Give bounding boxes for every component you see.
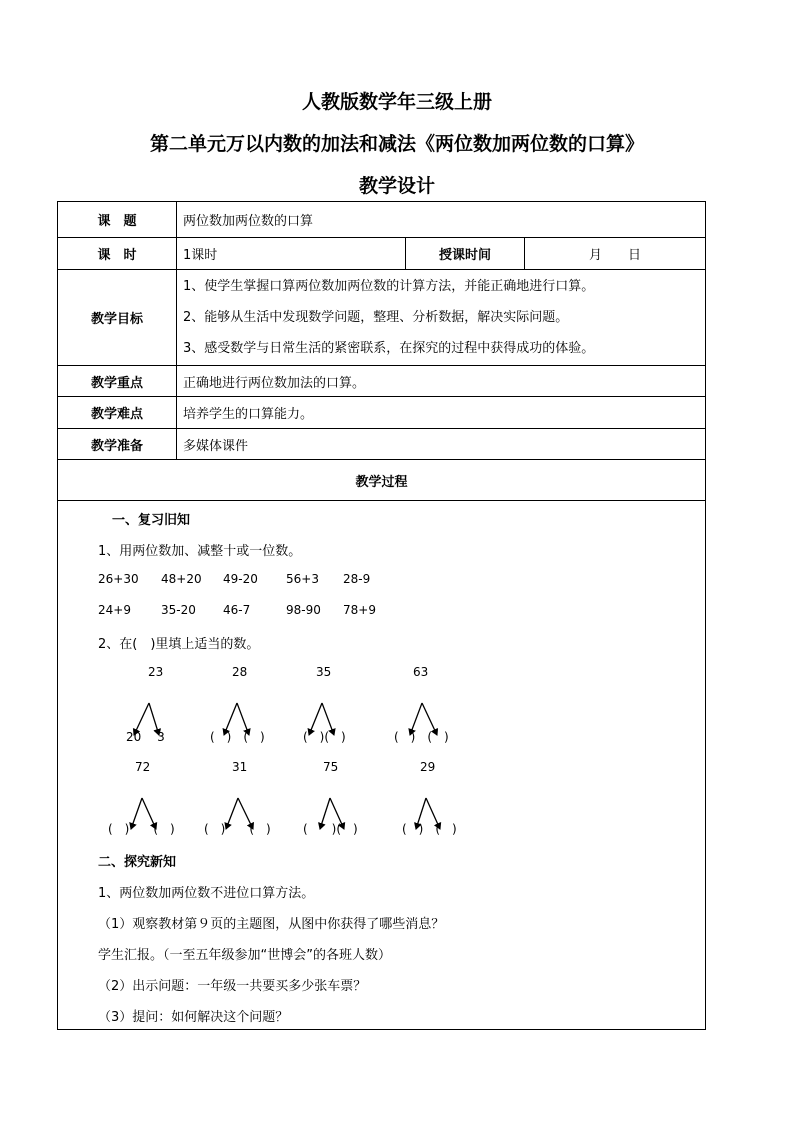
process-label: 教学过程	[58, 460, 706, 501]
process-body-cell	[58, 501, 706, 1030]
expression: 48+20	[161, 572, 202, 586]
tree-answer: ( ) ( )	[108, 822, 175, 836]
tree-number: 28	[232, 665, 248, 679]
task-one: 1、用两位数加、减整十或一位数。	[98, 544, 302, 559]
tree-number: 63	[413, 665, 429, 679]
section-explore: 二、探究新知	[98, 855, 177, 870]
topic-label: 课 题	[58, 202, 177, 238]
key-point-value: 正确地进行两位数加法的口算。	[177, 366, 706, 397]
expression: 28-9	[343, 572, 371, 586]
process-header-row	[58, 460, 706, 501]
expression: 24+9	[98, 603, 131, 617]
objective-item: 3、感受数学与日常生活的紧密联系，在探究的过程中获得成功的体验。	[183, 341, 595, 356]
objectives-row	[58, 270, 706, 366]
expression: 56+3	[286, 572, 319, 586]
objectives-list	[177, 270, 706, 366]
document-heading: 教学设计	[358, 175, 435, 197]
process-body-row	[58, 501, 706, 1030]
topic-row	[58, 202, 706, 238]
tree-answer: ( ) ( )	[402, 822, 457, 836]
tree-number: 75	[323, 760, 339, 774]
preparation-label: 教学准备	[58, 429, 177, 460]
tree-answer: ( ) ( )	[210, 730, 265, 744]
period-value: 1课时	[177, 238, 406, 270]
document-title: 人教版数学年三级上册	[301, 91, 492, 113]
period-label: 课 时	[58, 238, 177, 270]
difficulty-value: 培养学生的口算能力。	[177, 397, 706, 429]
expression: 98-90	[286, 603, 321, 617]
paragraph: （1）观察教材第９页的主题图，从图中你获得了哪些消息？	[98, 917, 445, 932]
preparation-row	[58, 429, 706, 460]
difficulty-row	[58, 397, 706, 429]
paragraph: 1、两位数加两位数不进位口算方法。	[98, 886, 315, 901]
tree-number: 23	[148, 665, 164, 679]
paragraph: （2）出示问题：一年级一共要买多少张车票？	[98, 979, 367, 994]
tree-answer: ( ) ( )	[204, 822, 271, 836]
topic-value: 两位数加两位数的口算	[177, 202, 706, 238]
objective-item: 2、能够从生活中发现数学问题，整理、分析数据，解决实际问题。	[183, 310, 569, 325]
objective-item: 1、使学生掌握口算两位数加两位数的计算方法，并能正确地进行口算。	[183, 279, 595, 294]
expression: 49-20	[223, 572, 258, 586]
tree-number: 31	[232, 760, 248, 774]
expression: 35-20	[161, 603, 196, 617]
expression: 78+9	[343, 603, 376, 617]
document-subtitle: 第二单元万以内数的加法和减法《两位数加两位数的口算》	[149, 133, 644, 155]
difficulty-label: 教学难点	[58, 397, 177, 429]
process-content	[64, 501, 710, 1029]
time-label: 授课时间	[406, 238, 525, 270]
expression: 26+30	[98, 572, 139, 586]
key-point-label: 教学重点	[58, 366, 177, 397]
paragraph: （3）提问：如何解决这个问题？	[98, 1010, 289, 1025]
key-point-row	[58, 366, 706, 397]
lesson-plan-table	[57, 201, 706, 1030]
tree-number: 35	[316, 665, 332, 679]
objectives-label: 教学目标	[58, 270, 177, 366]
tree-answer: ( )( )	[303, 730, 346, 744]
tree-answer: ( )( )	[303, 822, 358, 836]
tree-number: 29	[420, 760, 436, 774]
tree-number: 72	[135, 760, 151, 774]
expression: 46-7	[223, 603, 251, 617]
period-row	[58, 238, 706, 270]
section-review: 一、复习旧知	[112, 513, 191, 528]
preparation-value: 多媒体课件	[177, 429, 706, 460]
tree-answer: ( ) ( )	[394, 730, 449, 744]
paragraph: 学生汇报。（一至五年级参加“世博会”的各班人数）	[98, 948, 391, 963]
task-two: 2、在( )里填上适当的数。	[98, 637, 260, 652]
time-value: 月 日	[525, 238, 706, 270]
tree-answer: 20 3	[126, 730, 165, 744]
